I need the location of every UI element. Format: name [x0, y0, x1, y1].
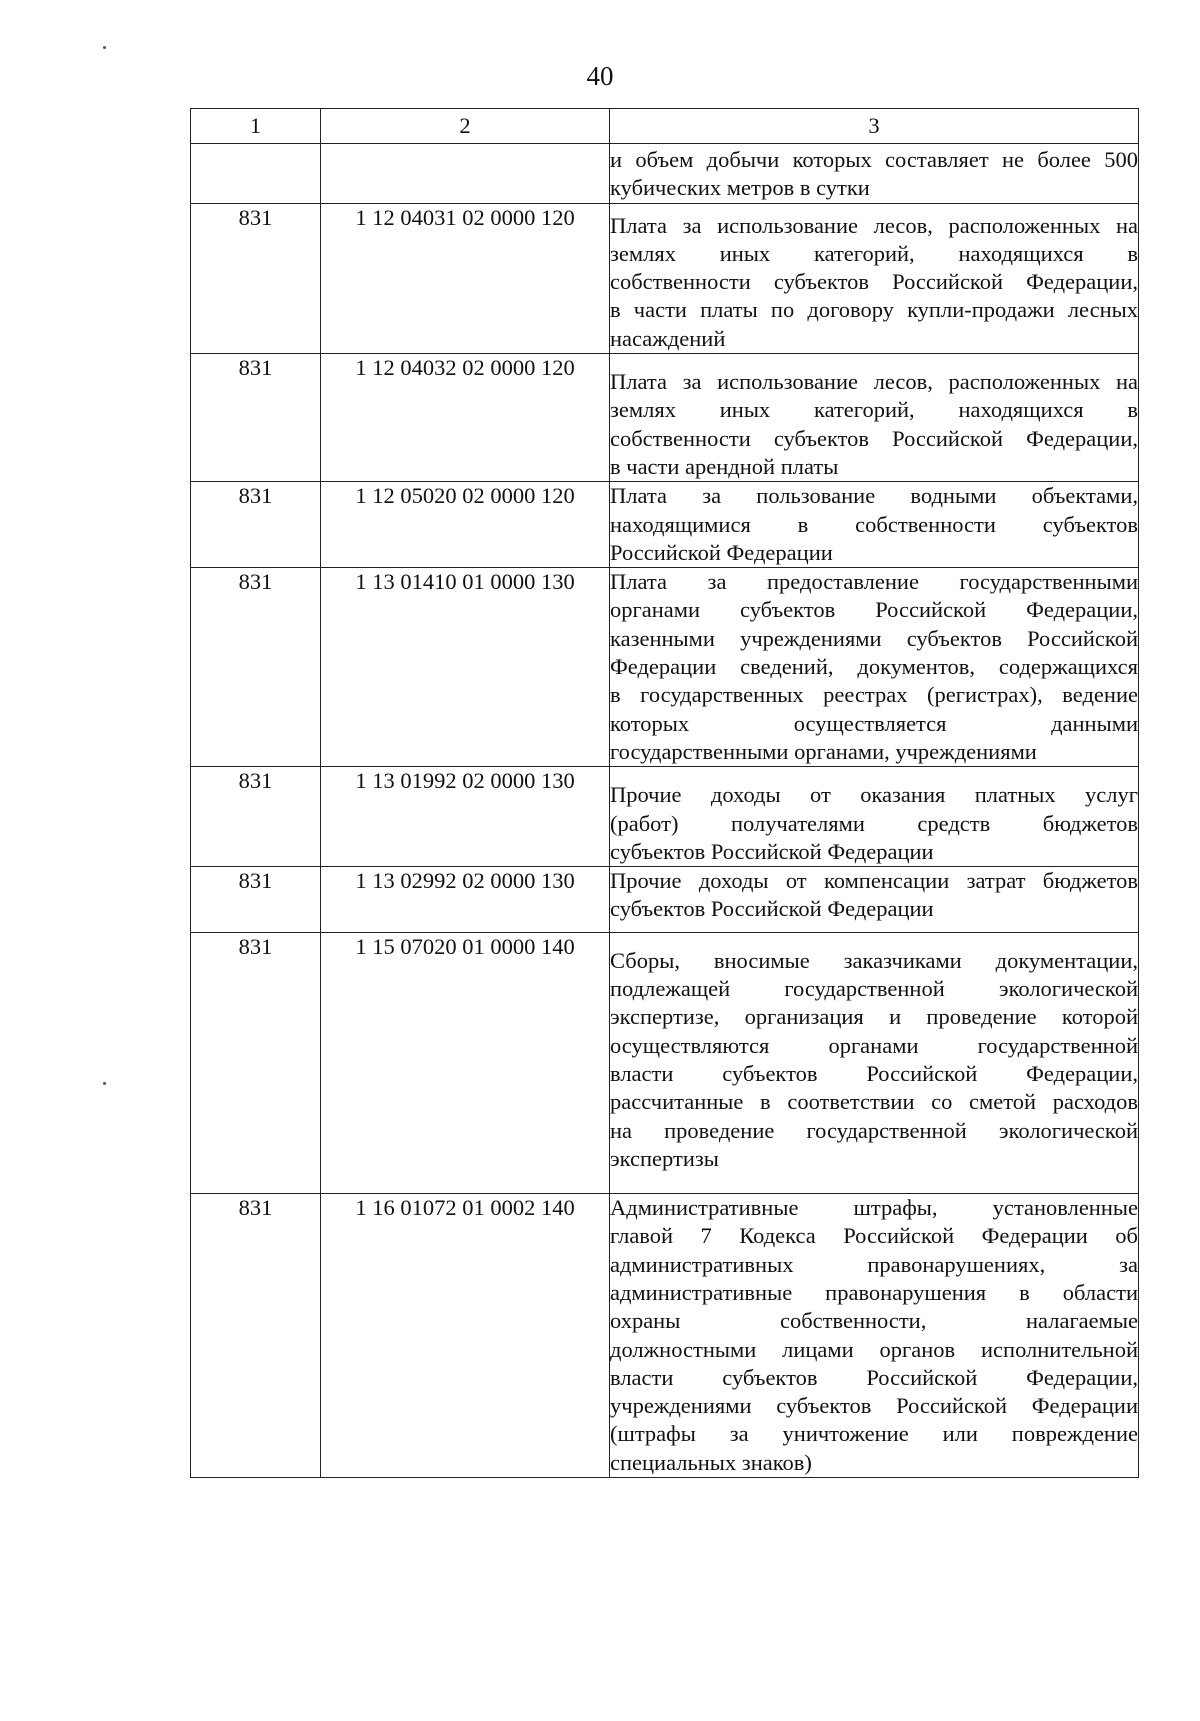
description-line: находящимися в собственности субъектов [610, 511, 1138, 537]
description-line: насаждений [610, 325, 726, 351]
description-line: (штрафы за уничтожение или повреждение [610, 1421, 1138, 1447]
description-line: Плата за использование лесов, расположенных на [610, 369, 1138, 395]
budget-revenue-table [190, 108, 1139, 1478]
table-row [191, 932, 1139, 1193]
description-line: Плата за предоставление государственными [610, 569, 1138, 595]
description-line: на проведение государственной экологической [610, 1117, 1138, 1143]
description-cell [610, 767, 1139, 867]
description-line: Прочие доходы от оказания платных услуг [610, 782, 1138, 808]
admin-code-cell: 831 [191, 767, 321, 867]
table-row [191, 203, 1139, 353]
admin-code-cell: 831 [191, 354, 321, 482]
description-line: экспертизы [610, 1145, 719, 1171]
budget-code-cell: 1 13 01410 01 0000 130 [321, 568, 610, 767]
column-header-1: 1 [191, 109, 321, 144]
description-line: государственными органами, учреждениями [610, 738, 1037, 764]
description-line: субъектов Российской Федерации [610, 838, 934, 864]
description-line: которых осуществляется данными [610, 710, 1138, 736]
budget-code-cell: 1 13 01992 02 0000 130 [321, 767, 610, 867]
admin-code-cell: 831 [191, 568, 321, 767]
description-line: должностными лицами органов исполнительной [610, 1336, 1138, 1362]
description-line: Плата за использование лесов, расположенных на [610, 212, 1138, 238]
description-line: осуществляются органами государственной [610, 1032, 1138, 1058]
description-cell [610, 867, 1139, 933]
description-cell [610, 144, 1139, 204]
admin-code-cell: 831 [191, 203, 321, 353]
description-line: землях иных категорий, находящихся в [610, 397, 1138, 423]
budget-code-cell: 1 13 02992 02 0000 130 [321, 867, 610, 933]
budget-code-cell [321, 144, 610, 204]
admin-code-cell: 831 [191, 482, 321, 568]
description-line: Прочие доходы от компенсации затрат бюджетов [610, 868, 1138, 894]
budget-code-cell: 1 12 05020 02 0000 120 [321, 482, 610, 568]
table-row [191, 482, 1139, 568]
page-number: 40 [586, 61, 614, 91]
description-line: Сборы, вносимые заказчиками документации, [610, 947, 1138, 973]
description-line: (работ) получателями средств бюджетов [610, 810, 1138, 836]
description-line: власти субъектов Российской Федерации, [610, 1060, 1138, 1086]
description-line: Российской Федерации [610, 539, 833, 565]
description-line: в государственных реестрах (регистрах), ведение [610, 682, 1138, 708]
description-line: собственности субъектов Российской Федерации, [610, 425, 1138, 451]
description-line: Плата за пользование водными объектами, [610, 483, 1138, 509]
description-cell [610, 1194, 1139, 1478]
budget-code-cell: 1 15 07020 01 0000 140 [321, 932, 610, 1193]
description-line: учреждениями субъектов Российской Федерации [610, 1393, 1138, 1419]
description-line: в части платы по договору купли-продажи лесных [610, 297, 1138, 323]
admin-code-cell: 831 [191, 1194, 321, 1478]
description-line: Административные штрафы, установленные [610, 1195, 1138, 1221]
table-body [191, 144, 1139, 1478]
description-cell [610, 203, 1139, 353]
admin-code-cell [191, 144, 321, 204]
description-line: кубических метров в сутки [610, 175, 870, 201]
description-line: административные правонарушения в области [610, 1279, 1138, 1305]
description-line: административных правонарушениях, за [610, 1251, 1138, 1277]
table-header-row [191, 109, 1139, 144]
description-line: в части арендной платы [610, 453, 839, 479]
description-line: органами субъектов Российской Федерации, [610, 597, 1138, 623]
budget-code-cell: 1 12 04031 02 0000 120 [321, 203, 610, 353]
description-line: главой 7 Кодекса Российской Федерации об [610, 1223, 1138, 1249]
description-line: и объем добычи которых составляет не более 500 [610, 147, 1138, 172]
column-header-2: 2 [321, 109, 610, 144]
description-line: субъектов Российской Федерации [610, 896, 934, 922]
description-line: рассчитанные в соответствии со сметой расходов [610, 1089, 1138, 1115]
scan-speck [103, 1082, 106, 1085]
description-line: власти субъектов Российской Федерации, [610, 1364, 1138, 1390]
description-cell [610, 482, 1139, 568]
description-line: казенными учреждениями субъектов Российской [610, 625, 1138, 651]
table-row [191, 144, 1139, 204]
table-row [191, 1194, 1139, 1478]
table-row [191, 867, 1139, 933]
column-header-3: 3 [610, 109, 1139, 144]
description-line: Федерации сведений, документов, содержащихся [610, 654, 1138, 680]
description-line: подлежащей государственной экологической [610, 976, 1138, 1002]
description-line: специальных знаков) [610, 1449, 812, 1475]
scan-speck [103, 46, 106, 49]
description-cell [610, 354, 1139, 482]
budget-code-cell: 1 16 01072 01 0002 140 [321, 1194, 610, 1478]
admin-code-cell: 831 [191, 867, 321, 933]
table-row [191, 767, 1139, 867]
description-line: землях иных категорий, находящихся в [610, 240, 1138, 266]
description-line: собственности субъектов Российской Федерации, [610, 269, 1138, 295]
table-row [191, 354, 1139, 482]
description-line: охраны собственности, налагаемые [610, 1308, 1138, 1334]
description-cell [610, 568, 1139, 767]
table-row [191, 568, 1139, 767]
description-line: экспертизе, организация и проведение которой [610, 1004, 1138, 1030]
description-cell [610, 932, 1139, 1193]
budget-code-cell: 1 12 04032 02 0000 120 [321, 354, 610, 482]
admin-code-cell: 831 [191, 932, 321, 1193]
